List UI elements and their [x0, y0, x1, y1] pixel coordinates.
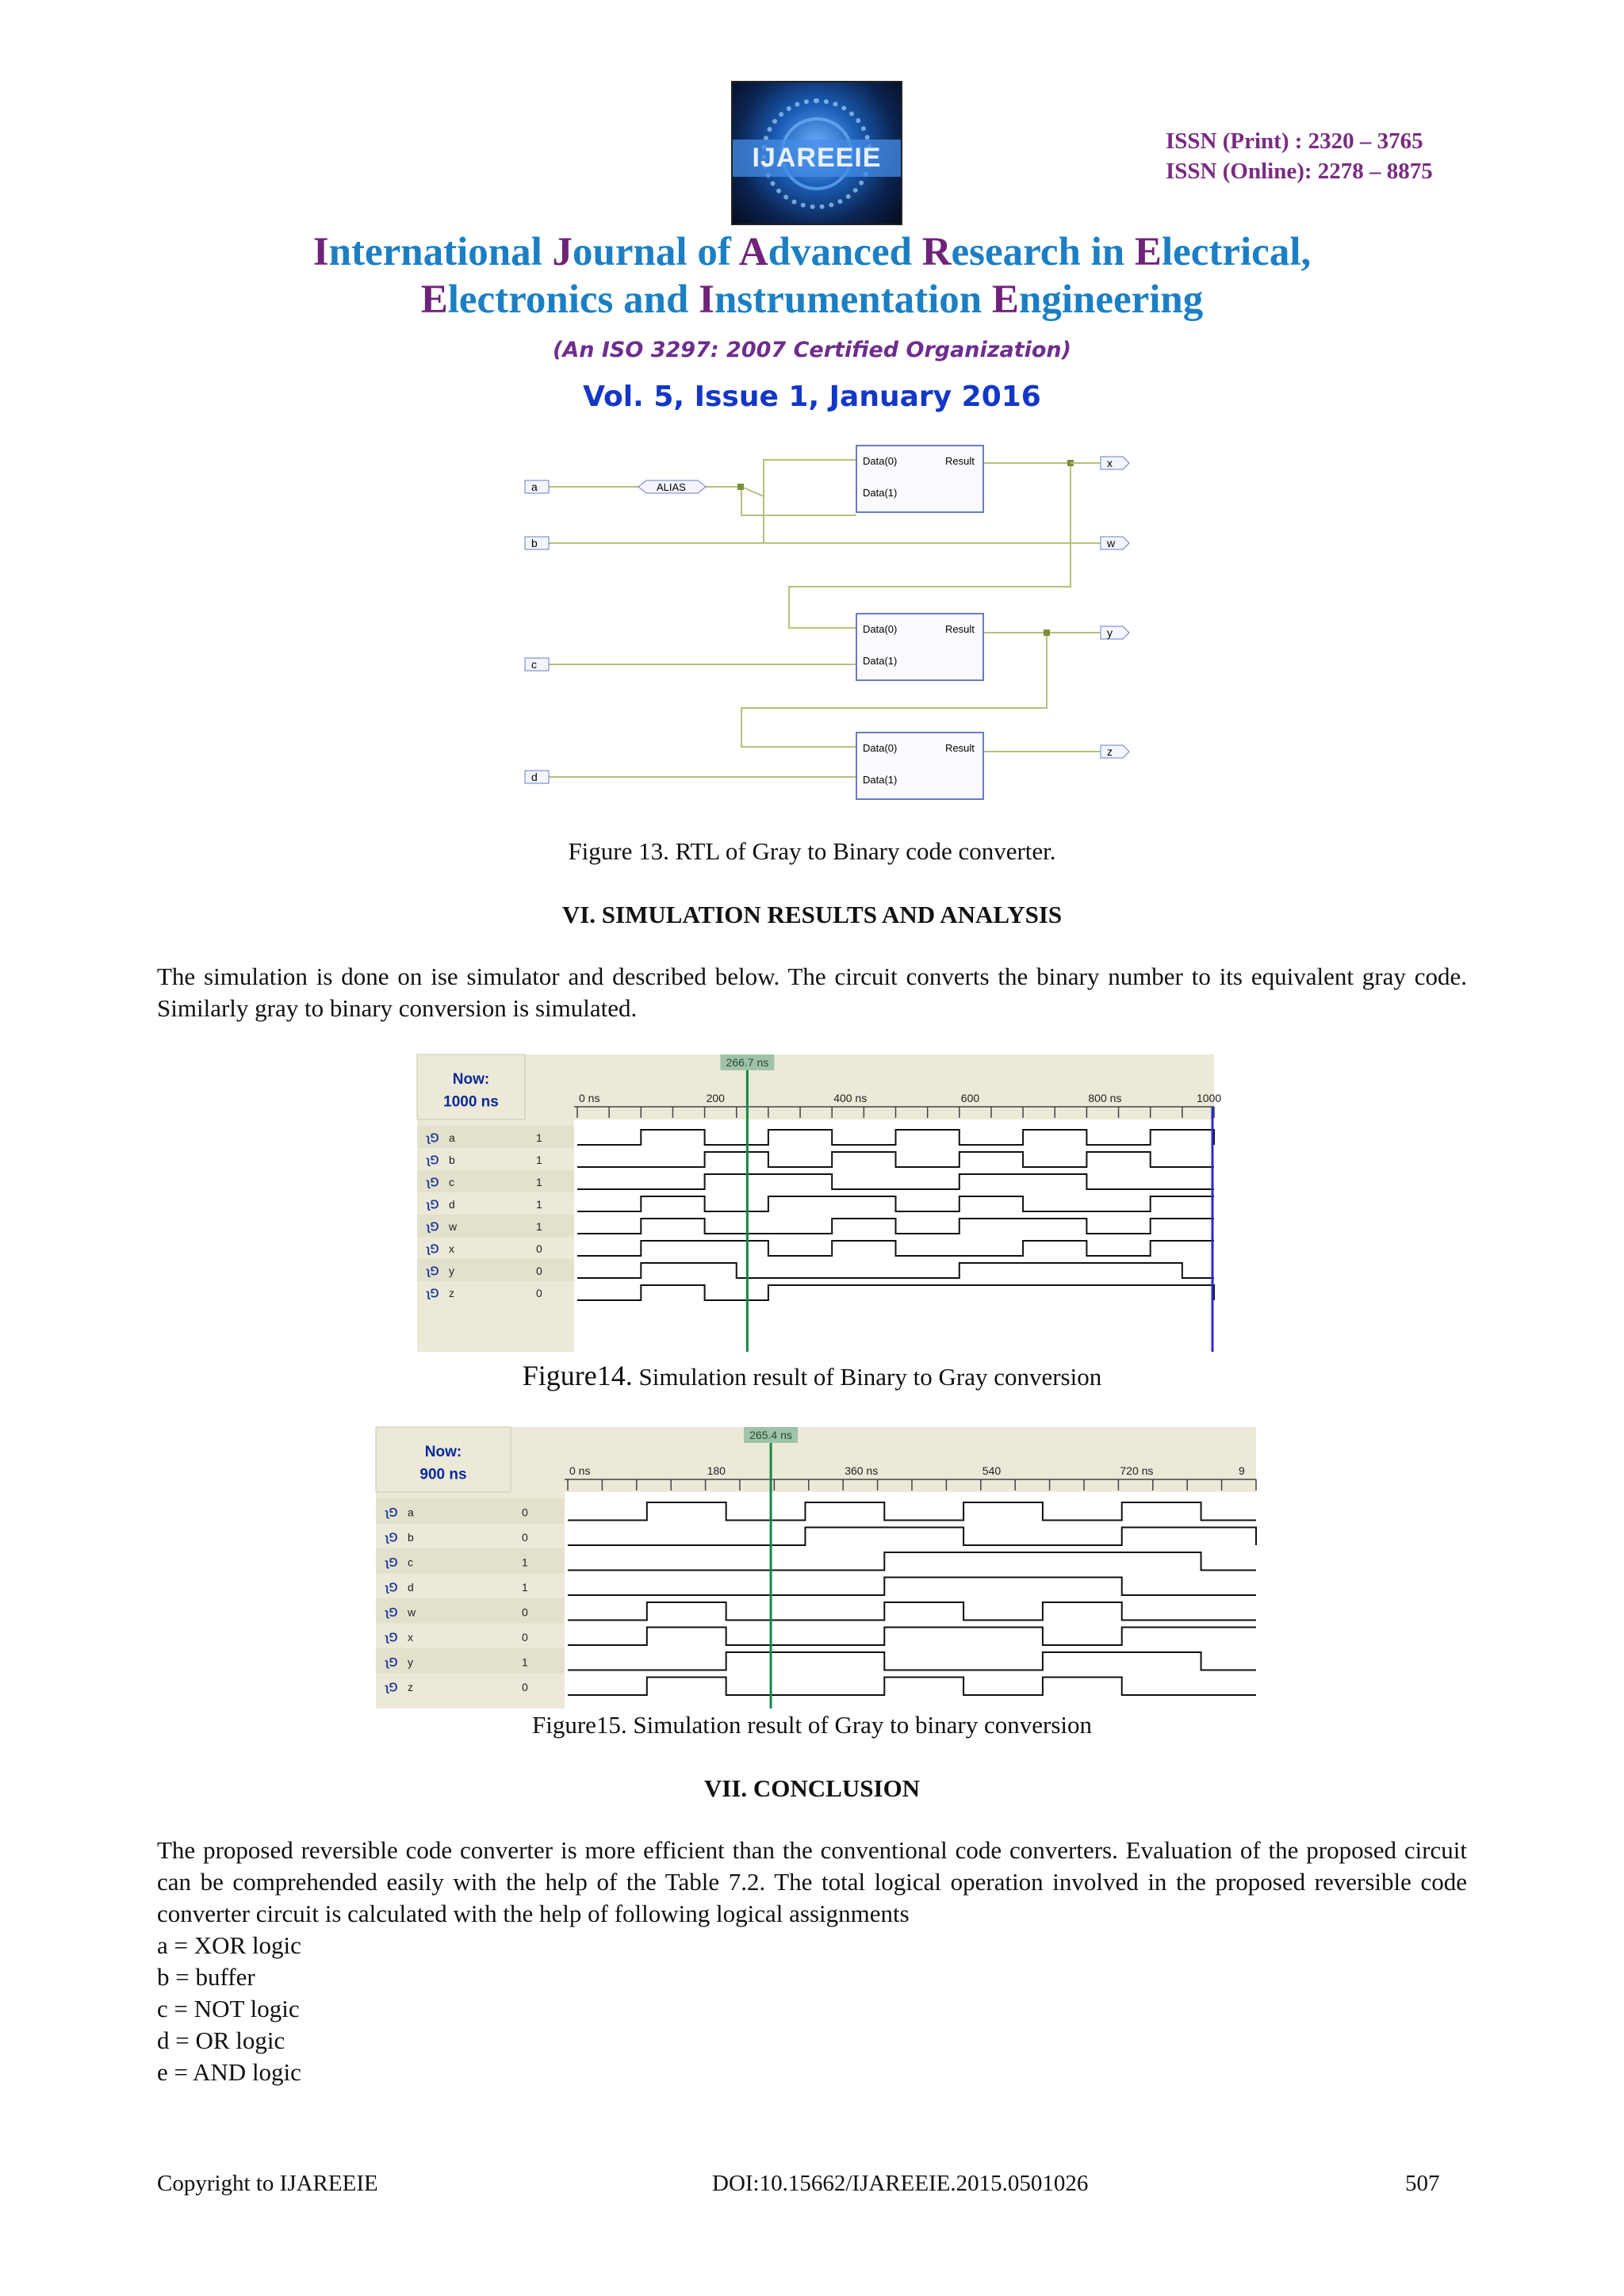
- title-word: ournal of: [573, 230, 739, 274]
- signal-name: w: [449, 1220, 458, 1234]
- signal-value: 0: [522, 1506, 528, 1519]
- assignment-b: b = buffer: [157, 1963, 255, 1991]
- time-tick-label: 400 ns: [833, 1092, 868, 1104]
- title-word: nternational: [328, 230, 553, 274]
- rtl-wires: [549, 460, 1071, 777]
- signal-value: 1: [536, 1220, 542, 1234]
- title-word: ngineering: [1018, 277, 1204, 322]
- signal-name: b: [449, 1154, 455, 1167]
- journal-title-line2: [0, 276, 1624, 323]
- time-tick-label: 180: [707, 1464, 726, 1477]
- junction-dot: [737, 484, 744, 490]
- alias-label: ALIAS: [657, 481, 686, 493]
- signal-value: 0: [536, 1287, 542, 1300]
- signal-value: 1: [522, 1556, 528, 1569]
- title-initial: R: [921, 230, 952, 274]
- rtl-output-x: x: [1107, 457, 1113, 469]
- signal-value: 0: [536, 1265, 542, 1278]
- rtl-input-d: d: [531, 771, 538, 783]
- signal-name: d: [408, 1580, 414, 1594]
- time-tick-label: 600: [960, 1092, 980, 1104]
- svg-text:Result: Result: [945, 455, 975, 467]
- svg-text:Data(0): Data(0): [863, 623, 898, 635]
- signal-value: 0: [522, 1630, 528, 1644]
- journal-title-line1: [0, 228, 1624, 276]
- signal-value: 1: [522, 1655, 528, 1669]
- footer-page-number: 507: [1405, 2171, 1440, 2196]
- title-initial: E: [1134, 230, 1162, 274]
- section6-heading: VI. SIMULATION RESULTS AND ANALYSIS: [561, 901, 1063, 928]
- title-word: esearch in: [951, 230, 1135, 274]
- signal-name: z: [408, 1680, 413, 1693]
- title-word: lectronics and: [447, 277, 699, 322]
- signal-name: x: [408, 1630, 413, 1644]
- signal-name: y: [408, 1655, 413, 1669]
- now-value: 1000 ns: [443, 1093, 499, 1111]
- cursor-time-label: 266.7 ns: [726, 1056, 769, 1069]
- title-initial: E: [991, 277, 1019, 322]
- footer-copyright: Copyright to IJAREEIE: [157, 2171, 378, 2196]
- mux-block-2: [856, 614, 983, 680]
- rtl-input-c: c: [531, 658, 537, 671]
- time-tick-label: 0 ns: [579, 1092, 600, 1104]
- signal-value: 0: [536, 1242, 542, 1256]
- simulation-waveform-gray-to-binary: [376, 1427, 1256, 1709]
- title-word: lectrical,: [1161, 230, 1312, 274]
- signal-icon: ʅ⅁: [385, 1580, 398, 1594]
- rtl-output-w: w: [1107, 537, 1116, 549]
- rtl-output-y: y: [1107, 626, 1113, 639]
- signal-name: x: [449, 1242, 454, 1256]
- svg-text:Data(1): Data(1): [863, 655, 898, 667]
- figure15-caption: Figure15. Simulation result of Gray to binary conversion: [532, 1711, 1092, 1739]
- signal-icon: ʅ⅁: [427, 1154, 439, 1167]
- section7-paragraph: The proposed reversible code converter is more efficient than the conventional code converters. Evaluation of the proposed circuit can be comprehended easily with the help of the Table 7.2. The total logical operation involved in the proposed reversible code converter circuit is calculated with the help of following logical assignments: [157, 1836, 1467, 1927]
- title-word: nstrumentation: [714, 277, 992, 322]
- rtl-schematic: [508, 444, 1158, 809]
- mux-block-1: [856, 446, 983, 512]
- signal-value: 1: [522, 1580, 528, 1594]
- signal-icon: ʅ⅁: [427, 1242, 439, 1256]
- signal-name: y: [449, 1265, 454, 1278]
- svg-text:Result: Result: [945, 742, 975, 754]
- figure14-label: Figure14.: [522, 1360, 633, 1391]
- rtl-input-b: b: [531, 537, 538, 549]
- section6-paragraph: The simulation is done on ise simulator and described below. The circuit converts the binary number to its equivalent gray code. Similarly gray to binary conversion is simulated.: [157, 962, 1467, 1022]
- signal-name: c: [408, 1556, 413, 1569]
- title-initial: A: [738, 230, 768, 274]
- signal-icon: ʅ⅁: [427, 1220, 439, 1234]
- assignment-c: c = NOT logic: [157, 1995, 300, 2022]
- figure14-text: Simulation result of Binary to Gray conversion: [632, 1363, 1102, 1391]
- title-initial: I: [312, 230, 329, 274]
- signal-value: 1: [536, 1131, 542, 1145]
- time-tick-label: 200: [706, 1092, 725, 1104]
- section7-heading: VII. CONCLUSION: [703, 1774, 921, 1802]
- title-initial: E: [420, 277, 448, 322]
- assignment-d: d = OR logic: [157, 2026, 285, 2054]
- rtl-output-ports: [1071, 457, 1129, 758]
- time-tick-label: 540: [982, 1464, 1002, 1477]
- svg-text:Data(1): Data(1): [863, 487, 898, 499]
- figure13-caption: Figure 13. RTL of Gray to Binary code converter.: [568, 837, 1056, 865]
- signal-icon: ʅ⅁: [385, 1630, 398, 1644]
- rtl-output-z: z: [1107, 745, 1113, 758]
- signal-name: c: [449, 1176, 454, 1189]
- signal-icon: ʅ⅁: [427, 1265, 439, 1278]
- title-initial: J: [552, 230, 573, 274]
- now-label: Now:: [424, 1443, 462, 1460]
- mux-block-3: [856, 733, 983, 799]
- signal-name: d: [449, 1198, 455, 1211]
- signal-icon: ʅ⅁: [385, 1655, 398, 1669]
- issn-online: ISSN (Online): 2278 – 8875: [1166, 159, 1433, 184]
- cursor-time-label: 265.4 ns: [749, 1429, 792, 1441]
- simulation-waveform-binary-to-gray: [417, 1054, 1222, 1352]
- title-word: dvanced: [768, 230, 922, 274]
- signal-icon: ʅ⅁: [385, 1556, 398, 1569]
- time-tick-label: 720 ns: [1120, 1464, 1154, 1477]
- signal-icon: ʅ⅁: [427, 1131, 439, 1145]
- signal-value: 1: [536, 1198, 542, 1211]
- svg-text:Data(1): Data(1): [863, 774, 898, 786]
- signal-value: 0: [522, 1680, 528, 1693]
- signal-icon: ʅ⅁: [385, 1605, 398, 1619]
- time-tick-label: 1000: [1197, 1092, 1222, 1104]
- now-label: Now:: [452, 1070, 490, 1088]
- svg-text:Result: Result: [945, 623, 975, 635]
- assignment-e: e = AND logic: [157, 2058, 301, 2086]
- signal-value: 1: [536, 1176, 542, 1189]
- signal-name: a: [449, 1131, 455, 1145]
- signal-name: a: [408, 1506, 414, 1519]
- svg-text:Data(0): Data(0): [863, 742, 898, 754]
- issn-print: ISSN (Print) : 2320 – 3765: [1166, 128, 1423, 154]
- rtl-input-ports: [525, 480, 549, 783]
- signal-icon: ʅ⅁: [427, 1287, 439, 1300]
- signal-icon: ʅ⅁: [385, 1530, 398, 1544]
- signal-value: 1: [536, 1154, 542, 1167]
- time-tick-label: 0 ns: [569, 1464, 591, 1477]
- assignment-a: a = XOR logic: [157, 1931, 301, 1959]
- svg-text:Data(0): Data(0): [863, 455, 898, 467]
- time-tick-label: 360 ns: [845, 1464, 879, 1477]
- rtl-input-a: a: [531, 480, 538, 493]
- signal-name: b: [408, 1530, 414, 1544]
- figure14-caption: [0, 1359, 1624, 1392]
- signal-icon: ʅ⅁: [385, 1506, 398, 1519]
- footer-doi: DOI:10.15662/IJAREEIE.2015.0501026: [712, 2171, 1089, 2196]
- signal-value: 0: [522, 1605, 528, 1619]
- journal-logo: [731, 81, 902, 225]
- now-value: 900 ns: [419, 1466, 467, 1483]
- signal-value: 0: [522, 1530, 528, 1544]
- volume-issue: Vol. 5, Issue 1, January 2016: [583, 381, 1041, 413]
- junction-dot: [1044, 629, 1050, 636]
- signal-icon: ʅ⅁: [385, 1680, 398, 1693]
- signal-name: z: [449, 1287, 454, 1300]
- iso-certification: (An ISO 3297: 2007 Certified Organization): [553, 338, 1071, 362]
- logo-text: IJAREEIE: [733, 140, 901, 177]
- signal-icon: ʅ⅁: [427, 1198, 439, 1211]
- time-tick-label: 800 ns: [1088, 1092, 1122, 1104]
- time-tick-label: 9: [1239, 1464, 1245, 1477]
- signal-icon: ʅ⅁: [427, 1176, 439, 1189]
- signal-name: w: [408, 1605, 416, 1619]
- title-initial: I: [699, 277, 714, 322]
